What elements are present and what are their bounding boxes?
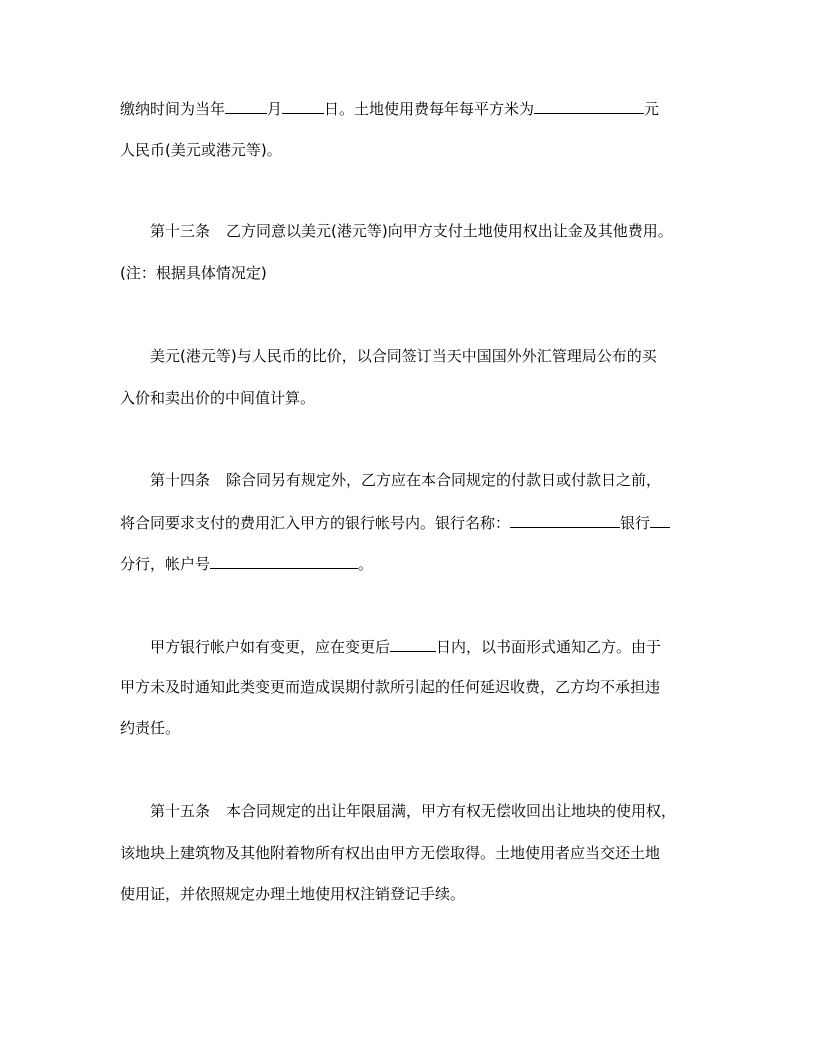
blank-fee <box>534 98 644 114</box>
paragraph-5-line-3: 约责任。 <box>120 719 181 737</box>
text: 分行，帐户号 <box>120 555 211 573</box>
article-number: 第十三条 <box>150 222 211 240</box>
text: 日。土地使用费每年每平方米为 <box>324 100 535 118</box>
blank-days <box>390 636 436 652</box>
text: 本合同规定的出让年限届满，甲方有权无偿收回出让地块的使用权， <box>226 802 677 820</box>
article-15-line-1 <box>150 801 740 821</box>
article-15-line-3: 使用证，并依照规定办理土地使用权注销登记手续。 <box>120 885 466 903</box>
blank-branch <box>650 512 670 528</box>
text: 银行 <box>620 514 651 532</box>
text: 月 <box>267 100 283 118</box>
paragraph-1-line-2: 人民币(美元或港元等)。 <box>120 141 282 159</box>
text: 乙方同意以美元(港元等)向甲方支付土地使用权出让金及其他费用。 <box>226 222 673 240</box>
text: 除合同另有规定外，乙方应在本合同规定的付款日或付款日之前， <box>226 471 662 489</box>
article-number: 第十五条 <box>150 802 211 820</box>
text: 缴纳时间为当年 <box>120 100 226 118</box>
paragraph-3-line-2: 入价和卖出价的中间值计算。 <box>120 389 316 407</box>
blank-day <box>282 98 324 114</box>
text: 日内，以书面形式通知乙方。由于 <box>436 638 662 656</box>
article-number: 第十四条 <box>150 471 211 489</box>
blank-account-number <box>210 553 358 569</box>
text: 元 <box>644 100 660 118</box>
blank-bank-name <box>510 512 620 528</box>
text: 。 <box>358 555 374 573</box>
article-13-line-2: (注：根据具体情况定) <box>120 264 267 282</box>
paragraph-5-line-2: 甲方未及时通知此类变更而造成误期付款所引起的任何延迟收费，乙方均不承担违 <box>120 678 661 696</box>
article-14-line-1 <box>150 470 740 490</box>
text: 将合同要求支付的费用汇入甲方的银行帐号内。银行名称： <box>120 514 511 532</box>
article-14-line-3 <box>120 553 710 574</box>
paragraph-3-line-1: 美元(港元等)与人民币的比价，以合同签订当天中国国外外汇管理局公布的买 <box>150 347 657 365</box>
paragraph-5-line-1 <box>150 636 740 657</box>
article-15-line-2: 该地块上建筑物及其他附着物所有权出由甲方无偿取得。土地使用者应当交还土地 <box>120 844 661 862</box>
article-13-line-1 <box>150 221 740 241</box>
blank-year <box>225 98 267 114</box>
text: 甲方银行帐户如有变更，应在变更后 <box>150 638 391 656</box>
article-14-line-2 <box>120 512 710 533</box>
paragraph-1-line-1 <box>120 98 710 119</box>
